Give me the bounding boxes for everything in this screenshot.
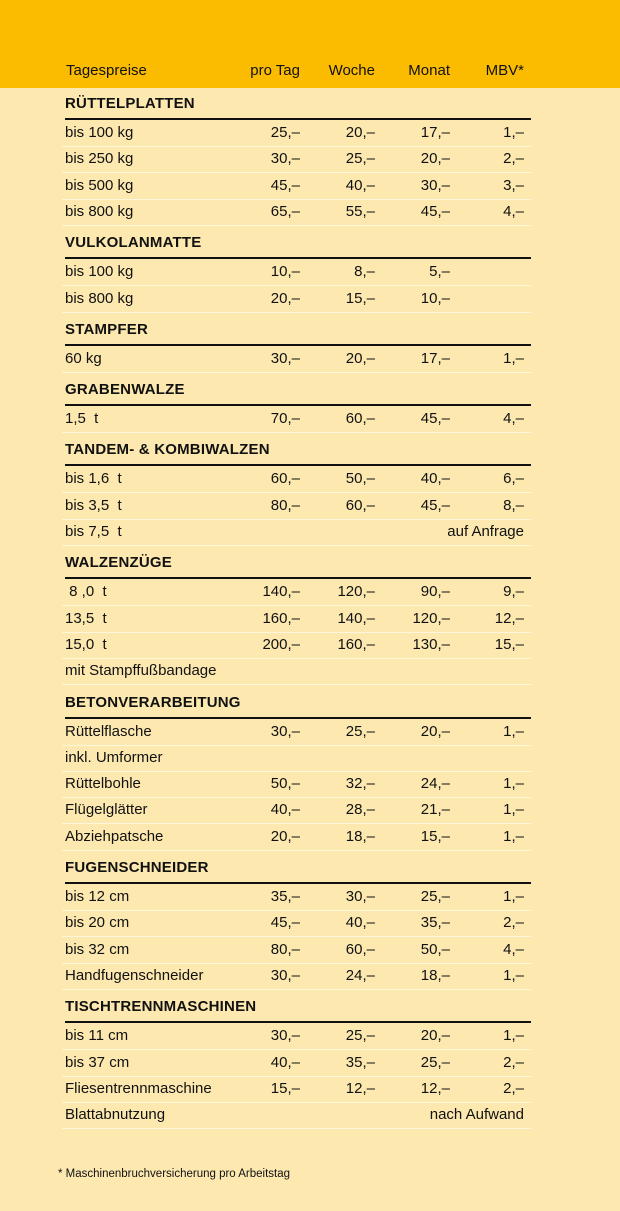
row-label: bis 250 kg (65, 150, 134, 168)
price-mbv: 2,– (503, 150, 524, 168)
price-woche: 12,– (345, 1079, 375, 1097)
price-mbv: 1,– (503, 349, 524, 367)
row-label: bis 20 cm (65, 914, 130, 932)
row-label: bis 100 kg (65, 124, 134, 141)
price-monat: 45,– (420, 496, 450, 514)
table-row (62, 937, 531, 964)
row-label: Handfugenschneider (65, 966, 204, 984)
price-mbv: 2,– (503, 914, 524, 932)
price-mbv: 3,– (503, 176, 524, 194)
section-title: BETONVERARBEITUNG (65, 693, 531, 719)
price-woche: 60,– (345, 410, 375, 428)
price-monat: 35,– (420, 914, 450, 932)
price-pro-tag: 50,– (270, 775, 300, 793)
price-woche: 8,– (354, 263, 375, 281)
price-pro-tag: 80,– (270, 940, 300, 958)
section-title: FUGENSCHNEIDER (65, 858, 531, 884)
row-label: Flügelglätter (65, 801, 148, 819)
table-row (62, 745, 531, 772)
price-woche: 32,– (345, 775, 375, 793)
price-pro-tag: 10,– (270, 263, 300, 281)
price-pro-tag: 30,– (270, 1027, 300, 1045)
table-row (62, 1076, 531, 1103)
price-monat: 10,– (420, 289, 450, 307)
price-mbv: 12,– (494, 609, 524, 627)
price-mbv: 9,– (503, 583, 524, 601)
price-pro-tag: 20,– (270, 827, 300, 845)
price-monat: 12,– (420, 1079, 450, 1097)
price-monat: 20,– (420, 150, 450, 168)
price-mbv: 1,– (503, 888, 524, 905)
price-monat: 25,– (420, 888, 450, 905)
column-header-label: Tagespreise (66, 62, 147, 79)
price-pro-tag: 30,– (270, 349, 300, 367)
price-mbv: 1,– (503, 722, 524, 740)
row-label: bis 32 cm (65, 940, 130, 958)
row-label: mit Stampffußbandage (65, 662, 217, 680)
price-pro-tag: 60,– (270, 470, 300, 488)
section-title: GRABENWALZE (65, 380, 531, 406)
table-row (62, 120, 531, 147)
price-pro-tag: 160,– (262, 609, 300, 627)
section-title: RÜTTELPLATTEN (65, 94, 531, 120)
price-woche: 140,– (337, 609, 375, 627)
table-row (62, 884, 531, 911)
price-pro-tag: 40,– (270, 1053, 300, 1071)
row-label: bis 3,5 t (65, 496, 122, 514)
price-mbv: 4,– (503, 202, 524, 220)
table-row (62, 1050, 531, 1077)
column-header-woche: Woche (328, 62, 375, 79)
row-label: Abziehpatsche (65, 827, 164, 845)
price-mbv: 4,– (503, 940, 524, 958)
price-monat: 20,– (420, 1027, 450, 1045)
table-row (62, 173, 531, 200)
table-row (62, 910, 531, 937)
section-title: TANDEM- & KOMBIWALZEN (65, 440, 531, 466)
price-woche: 28,– (345, 801, 375, 819)
table-row (62, 406, 531, 433)
price-woche: 40,– (345, 914, 375, 932)
price-mbv: 4,– (503, 410, 524, 428)
table-row (62, 466, 531, 493)
price-pro-tag: 30,– (270, 722, 300, 740)
row-note: nach Aufwand (429, 1106, 524, 1124)
price-woche: 20,– (345, 349, 375, 367)
price-woche: 60,– (345, 496, 375, 514)
section-title: WALZENZÜGE (65, 553, 531, 579)
price-mbv: 1,– (503, 801, 524, 819)
row-label: inkl. Umformer (65, 748, 163, 766)
section-title: STAMPFER (65, 320, 531, 346)
column-header-pro-tag: pro Tag (250, 62, 300, 79)
price-woche: 55,– (345, 202, 375, 220)
section-title: VULKOLANMATTE (65, 233, 531, 259)
table-row (62, 797, 531, 824)
price-monat: 17,– (420, 349, 450, 367)
price-woche: 18,– (345, 827, 375, 845)
row-label: Rüttelflasche (65, 722, 152, 740)
price-mbv: 1,– (503, 1027, 524, 1045)
row-label: 15,0 t (65, 635, 107, 653)
price-mbv: 2,– (503, 1079, 524, 1097)
row-label: bis 7,5 t (65, 523, 122, 540)
row-label: Rüttelbohle (65, 775, 141, 793)
price-woche: 35,– (345, 1053, 375, 1071)
section-title: TISCHTRENNMASCHINEN (65, 997, 531, 1023)
price-woche: 120,– (337, 583, 375, 601)
price-monat: 120,– (412, 609, 450, 627)
table-row (62, 1102, 531, 1129)
table-row (62, 259, 531, 286)
table-row (62, 346, 531, 373)
price-woche: 24,– (345, 966, 375, 984)
price-mbv: 15,– (494, 635, 524, 653)
row-label: bis 500 kg (65, 176, 134, 194)
footnote: * Maschinenbruchversicherung pro Arbeitstag (58, 1168, 291, 1180)
price-pro-tag: 45,– (270, 914, 300, 932)
price-monat: 17,– (420, 124, 450, 141)
row-label: 60 kg (65, 349, 102, 367)
table-row (62, 771, 531, 798)
price-mbv: 8,– (503, 496, 524, 514)
table-row (62, 632, 531, 659)
price-mbv: 1,– (503, 966, 524, 984)
price-mbv: 6,– (503, 470, 524, 488)
price-monat: 50,– (420, 940, 450, 958)
price-monat: 90,– (420, 583, 450, 601)
price-monat: 45,– (420, 202, 450, 220)
table-row (62, 286, 531, 313)
price-pro-tag: 45,– (270, 176, 300, 194)
table-row (62, 658, 531, 685)
price-monat: 5,– (429, 263, 450, 281)
price-monat: 18,– (420, 966, 450, 984)
price-mbv: 2,– (503, 1053, 524, 1071)
table-row (62, 606, 531, 633)
price-woche: 15,– (345, 289, 375, 307)
row-label: Fliesentrennmaschine (65, 1079, 212, 1097)
price-pro-tag: 40,– (270, 801, 300, 819)
price-pro-tag: 20,– (270, 289, 300, 307)
table-row (62, 719, 531, 746)
price-mbv: 1,– (503, 827, 524, 845)
row-label: bis 37 cm (65, 1053, 130, 1071)
price-pro-tag: 30,– (270, 966, 300, 984)
price-monat: 130,– (412, 635, 450, 653)
price-pro-tag: 65,– (270, 202, 300, 220)
row-label: bis 800 kg (65, 202, 134, 220)
column-header-monat: Monat (408, 62, 450, 79)
table-row (62, 579, 531, 606)
price-monat: 15,– (420, 827, 450, 845)
price-monat: 45,– (420, 410, 450, 428)
price-pro-tag: 140,– (262, 583, 300, 601)
price-mbv: 1,– (503, 124, 524, 141)
table-row (62, 1023, 531, 1050)
row-label: 8 ,0 t (65, 583, 107, 601)
row-label: Blattabnutzung (65, 1106, 166, 1124)
price-monat: 25,– (420, 1053, 450, 1071)
price-woche: 30,– (345, 888, 375, 905)
column-header-mbv: MBV* (485, 62, 524, 79)
price-pro-tag: 200,– (262, 635, 300, 653)
price-pro-tag: 15,– (270, 1079, 300, 1097)
price-pro-tag: 35,– (270, 888, 300, 905)
table-row (62, 963, 531, 990)
price-monat: 24,– (420, 775, 450, 793)
row-note: auf Anfrage (447, 523, 524, 540)
row-label: bis 1,6 t (65, 470, 122, 488)
row-label: bis 11 cm (65, 1027, 129, 1045)
price-woche: 40,– (345, 176, 375, 194)
price-pro-tag: 30,– (270, 150, 300, 168)
row-label: bis 12 cm (65, 888, 130, 905)
price-woche: 20,– (345, 124, 375, 141)
price-woche: 25,– (345, 150, 375, 168)
price-monat: 40,– (420, 470, 450, 488)
price-pro-tag: 80,– (270, 496, 300, 514)
row-label: 13,5 t (65, 609, 107, 627)
column-header-row (0, 62, 620, 82)
table-row (62, 493, 531, 520)
table-row (62, 824, 531, 851)
price-woche: 50,– (345, 470, 375, 488)
price-pro-tag: 25,– (270, 124, 300, 141)
price-woche: 25,– (345, 1027, 375, 1045)
price-woche: 60,– (345, 940, 375, 958)
table-row (62, 519, 531, 546)
price-monat: 30,– (420, 176, 450, 194)
price-monat: 21,– (420, 801, 450, 819)
price-woche: 160,– (337, 635, 375, 653)
price-monat: 20,– (420, 722, 450, 740)
row-label: bis 100 kg (65, 263, 134, 281)
price-woche: 25,– (345, 722, 375, 740)
price-pro-tag: 70,– (270, 410, 300, 428)
table-row (62, 199, 531, 226)
price-mbv: 1,– (503, 775, 524, 793)
row-label: 1,5 t (65, 410, 99, 428)
table-row (62, 146, 531, 173)
row-label: bis 800 kg (65, 289, 134, 307)
